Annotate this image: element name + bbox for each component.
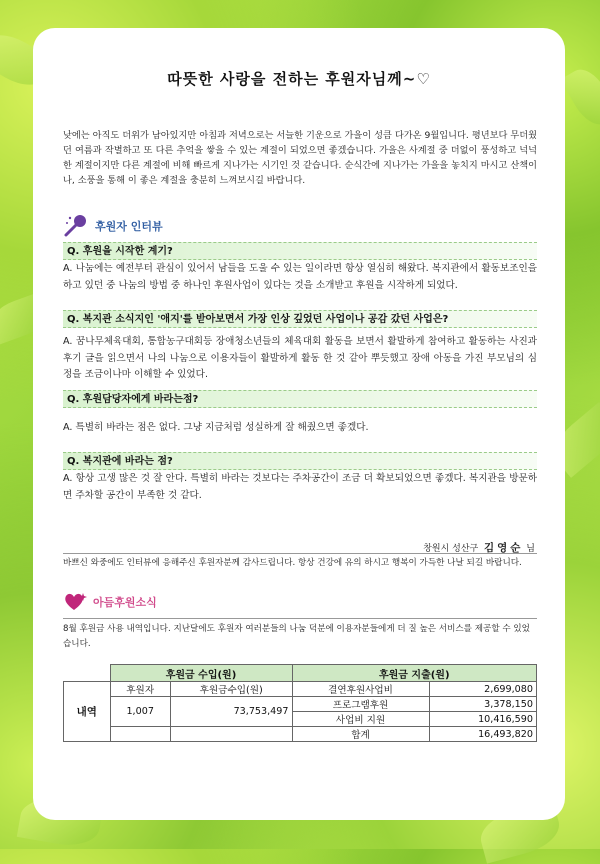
answer-4: A. 항상 고생 많은 것 잘 안다. 특별히 바라는 것보다는 주차공간이 조금 더 확보되었으면 좋겠다. 복지관을 방문하면 주차할 공간이 부족한 것 같다. <box>63 473 537 501</box>
newsletter-page <box>33 28 565 820</box>
question-4: Q. 복지관에 바라는 점? <box>63 452 537 470</box>
news-heading-label: 아듬후원소식 <box>93 596 157 609</box>
thanks-message: 바쁘신 와중에도 인터뷰에 응해주신 후원자분께 감사드립니다. 항상 건강에 유의 하시고 행복이 가득한 나날 되길 바랍니다. <box>63 558 522 568</box>
donors-label: 후원자 <box>110 682 170 697</box>
interview-heading <box>63 214 163 238</box>
answer-2: A. 꿈나무체육대회, 통합농구대회등 장애청소년들의 체육대회 활동을 보면서 활발하게 참여하고 활동하는 사진과 후기 글을 읽으면서 나의 나눔으로 이용자들이 활발하게 활동 한 것 같아 뿌듯했고 장애 아동을 가진 부모님의 심정을 조금이나마 이해할 수 있었다. <box>63 336 537 380</box>
divider <box>63 553 537 554</box>
expense-name: 결연후원사업비 <box>292 682 429 697</box>
question-1: Q. 후원을 시작한 계기? <box>63 242 537 260</box>
row-label: 내역 <box>64 682 111 742</box>
expense-total-label: 합계 <box>292 727 429 742</box>
interview-heading-label: 후원자 인터뷰 <box>95 220 163 233</box>
expense-amount: 3,378,150 <box>429 697 537 712</box>
heart-sparkle-icon <box>63 591 87 613</box>
table-header-row <box>64 665 537 682</box>
news-text: 8월 후원금 사용 내역입니다. 지난달에도 후원자 여러분들의 나눔 덕분에 이용자분들에게 더 질 높은 서비스를 제공할 수 있었습니다. <box>63 624 530 649</box>
intro-paragraph: 낮에는 아직도 더위가 남아있지만 아침과 저녁으로는 서늘한 기운으로 가을이 성큼 다가온 9월입니다. 평년보다 무더웠던 여름과 작별하고 또 다른 추억을 쌓을 수 있는 계절이 되었으면 좋겠습니다. 가을은 사계절 중 더없이 풍성하고 넉넉한 계절이지만 다른 계절에 비해 빠르게 지나가는 시기인 것 같습니다. 순식간에 지나가는 가을을 놓치지 마시고 산책이나, 소풍을 통해 이 좋은 계절을 충분히 느껴보시길 바랍니다. <box>63 130 537 186</box>
interviewee-location: 창원시 성산구 <box>423 544 479 554</box>
question-2: Q. 복지관 소식지인 '애지'를 받아보면서 가장 인상 깊었던 사업이나 공감 갔던 사업은? <box>63 310 537 328</box>
finance-table <box>63 664 537 742</box>
income-header: 후원금 수입(원) <box>110 665 292 682</box>
expense-amount: 2,699,080 <box>429 682 537 697</box>
answer-3: A. 특별히 바라는 점은 없다. 그냥 지금처럼 성실하게 잘 해줬으면 좋겠다. <box>63 422 369 433</box>
expense-total-amount: 16,493,820 <box>429 727 537 742</box>
income-value: 73,753,497 <box>170 697 292 727</box>
expense-header: 후원금 지출(원) <box>292 665 537 682</box>
table-row <box>64 727 537 742</box>
income-label: 후원금수입(원) <box>170 682 292 697</box>
interviewee-name: 김영순 <box>483 542 524 554</box>
page-title: 따뜻한 사랑을 전하는 후원자님께~♡ <box>167 70 431 88</box>
table-row <box>64 697 537 712</box>
expense-name: 프로그램후원 <box>292 697 429 712</box>
question-3: Q. 후원담당자에게 바라는점? <box>63 390 537 408</box>
divider <box>63 618 537 619</box>
leaf-decoration <box>560 63 600 132</box>
expense-amount: 10,416,590 <box>429 712 537 727</box>
donors-value: 1,007 <box>110 697 170 727</box>
microphone-icon <box>63 214 89 238</box>
answer-1: A. 나눔에는 예전부터 관심이 있어서 남들을 도울 수 있는 일이라면 항상 열심히 해왔다. 복지관에서 활동보조인을 하고 있던 중 나눔의 방법 중 하나인 후원사업이 있다는 것을 소개받고 후원을 시작하게 되었다. <box>63 263 537 291</box>
news-heading <box>63 591 157 613</box>
table-row <box>64 682 537 697</box>
expense-name: 사업비 지원 <box>292 712 429 727</box>
interviewee-suffix: 님 <box>526 544 535 554</box>
